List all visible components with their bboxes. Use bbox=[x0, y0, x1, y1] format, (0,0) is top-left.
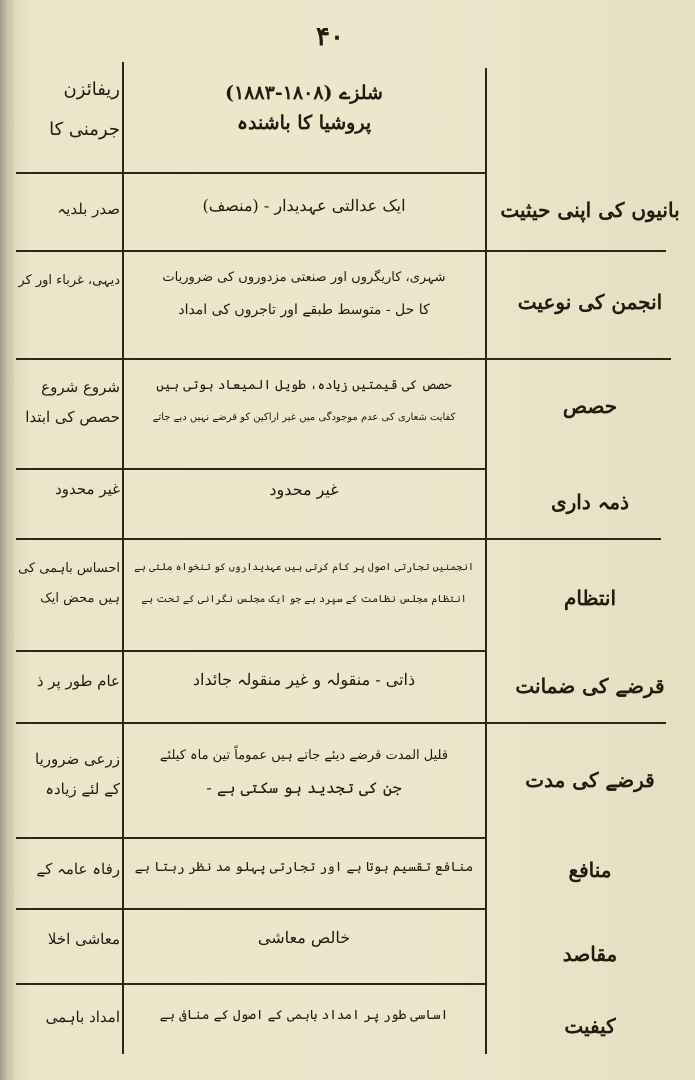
row-edge-line: حصص کی ابتدا bbox=[25, 408, 120, 426]
row-divider bbox=[16, 908, 486, 910]
row-divider bbox=[16, 468, 486, 470]
row-main-line: کفایت شعاری کی عدم موجودگی میں غیر اراکین کو قرضے نہیں دیے جاتے bbox=[152, 412, 456, 423]
row-divider bbox=[16, 983, 486, 985]
row-main-line: غیر محدود bbox=[269, 480, 339, 499]
row-main-line: انتظام مجلس نظامت کے سپرد ہے جو ایک مجلس نگرانی کے تحت ہے bbox=[141, 594, 467, 605]
row-divider bbox=[16, 250, 666, 252]
row-label: انجمن کی نوعیت bbox=[517, 290, 663, 314]
row-edge-cell bbox=[16, 194, 120, 242]
row-main-line: جن کی تجدید ہو سکتی ہے - bbox=[206, 778, 402, 797]
row-label: حصص bbox=[562, 394, 618, 418]
header-edge-line-1: ریفائزن bbox=[63, 79, 120, 100]
row-main-line: کا حل - متوسط طبقے اور تاجروں کی امداد bbox=[178, 302, 430, 318]
row-main-cell bbox=[126, 1000, 482, 1050]
row-edge-line: شروع شروع bbox=[41, 378, 120, 396]
row-edge-cell bbox=[16, 924, 120, 972]
row-main-line: قلیل المدت قرضے دیئے جاتے ہیں عموماً تین ماہ کیلئے bbox=[159, 748, 449, 763]
row-main-line: اساسی طور پر امداد باہمی کے اصول کے منافی ہے bbox=[159, 1008, 449, 1023]
row-main-cell bbox=[126, 370, 482, 462]
row-label: ذمہ داری bbox=[550, 490, 630, 514]
table-divider-left bbox=[122, 62, 124, 1054]
row-main-line: حصص کی قیمتیں زیادہ، طویل المیعاد ہوتی ہیں bbox=[156, 378, 452, 393]
row-edge-line: عام طور پر ذ bbox=[36, 672, 120, 690]
table-divider-middle bbox=[485, 68, 487, 1054]
row-main-cell bbox=[126, 190, 482, 242]
row-divider bbox=[16, 837, 486, 839]
column-header-main bbox=[126, 78, 482, 168]
row-divider bbox=[16, 650, 486, 652]
row-edge-line: دیہی، غرباء اور کر bbox=[18, 273, 120, 288]
row-edge-cell bbox=[16, 474, 120, 518]
header-main-line-2: پروشیا کا باشندہ bbox=[236, 112, 372, 134]
row-main-cell bbox=[126, 552, 482, 644]
row-label: قرضے کی مدت bbox=[525, 768, 655, 792]
page-number: ۴۰ bbox=[316, 22, 344, 52]
header-edge-line-2: جرمنی کا bbox=[49, 119, 120, 140]
row-divider bbox=[16, 722, 666, 724]
page-binding-shadow bbox=[0, 0, 14, 1080]
row-main-cell bbox=[126, 922, 482, 974]
row-main-cell bbox=[126, 740, 482, 832]
row-main-cell bbox=[126, 262, 482, 352]
row-edge-line: ہیں محض ایک bbox=[40, 591, 120, 606]
row-main-cell bbox=[126, 664, 482, 712]
row-label: کیفیت bbox=[564, 1014, 616, 1038]
row-main-line: خالص معاشی bbox=[257, 928, 351, 947]
row-edge-line: رفاہ عامہ کے bbox=[36, 860, 120, 878]
row-edge-line: کے لئے زیادہ bbox=[45, 780, 120, 798]
row-main-cell bbox=[126, 474, 482, 518]
row-edge-cell bbox=[16, 854, 120, 898]
row-edge-cell bbox=[16, 372, 120, 458]
row-main-line: ذاتی - منقولہ و غیر منقولہ جائداد bbox=[192, 670, 416, 689]
row-divider bbox=[16, 172, 486, 174]
row-edge-line: غیر محدود bbox=[55, 480, 120, 498]
row-main-line: ایک عدالتی عہدیدار - (منصف) bbox=[202, 196, 406, 215]
row-main-cell bbox=[126, 852, 482, 900]
row-edge-line: احساس باہمی کی bbox=[18, 561, 120, 576]
header-main-line-1: شلزے (۱۸۰۸-۱۸۸۳) bbox=[225, 82, 383, 104]
row-label: منافع bbox=[568, 858, 612, 882]
row-main-line: منافع تقسیم ہوتا ہے اور تجارتی پہلو مد نظر رہتا ہے bbox=[134, 860, 474, 875]
column-header-edge bbox=[16, 70, 120, 166]
row-label: قرضے کی ضمانت bbox=[515, 674, 665, 698]
row-edge-cell bbox=[16, 266, 120, 346]
row-edge-line: زرعی ضروریا bbox=[35, 750, 120, 768]
row-divider bbox=[16, 538, 661, 540]
row-label: بانیوں کی اپنی حیثیت bbox=[500, 198, 680, 222]
row-edge-line: امداد باہمی bbox=[45, 1008, 120, 1026]
row-edge-cell bbox=[16, 744, 120, 830]
row-edge-line: صدر بلدیہ bbox=[57, 200, 120, 218]
row-edge-cell bbox=[16, 1002, 120, 1048]
row-divider bbox=[16, 358, 671, 360]
row-edge-line: معاشی اخلا bbox=[47, 930, 120, 948]
row-label: انتظام bbox=[563, 586, 617, 610]
row-edge-cell bbox=[16, 666, 120, 710]
row-main-line: شہری، کاریگروں اور صنعتی مزدوروں کی ضروریات bbox=[162, 270, 446, 285]
row-edge-cell bbox=[16, 554, 120, 640]
row-main-line: انجمنیں تجارتی اصول پر کام کرتی ہیں عہدیداروں کو تنخواہ ملتی ہے bbox=[134, 562, 474, 573]
row-label: مقاصد bbox=[562, 942, 618, 966]
